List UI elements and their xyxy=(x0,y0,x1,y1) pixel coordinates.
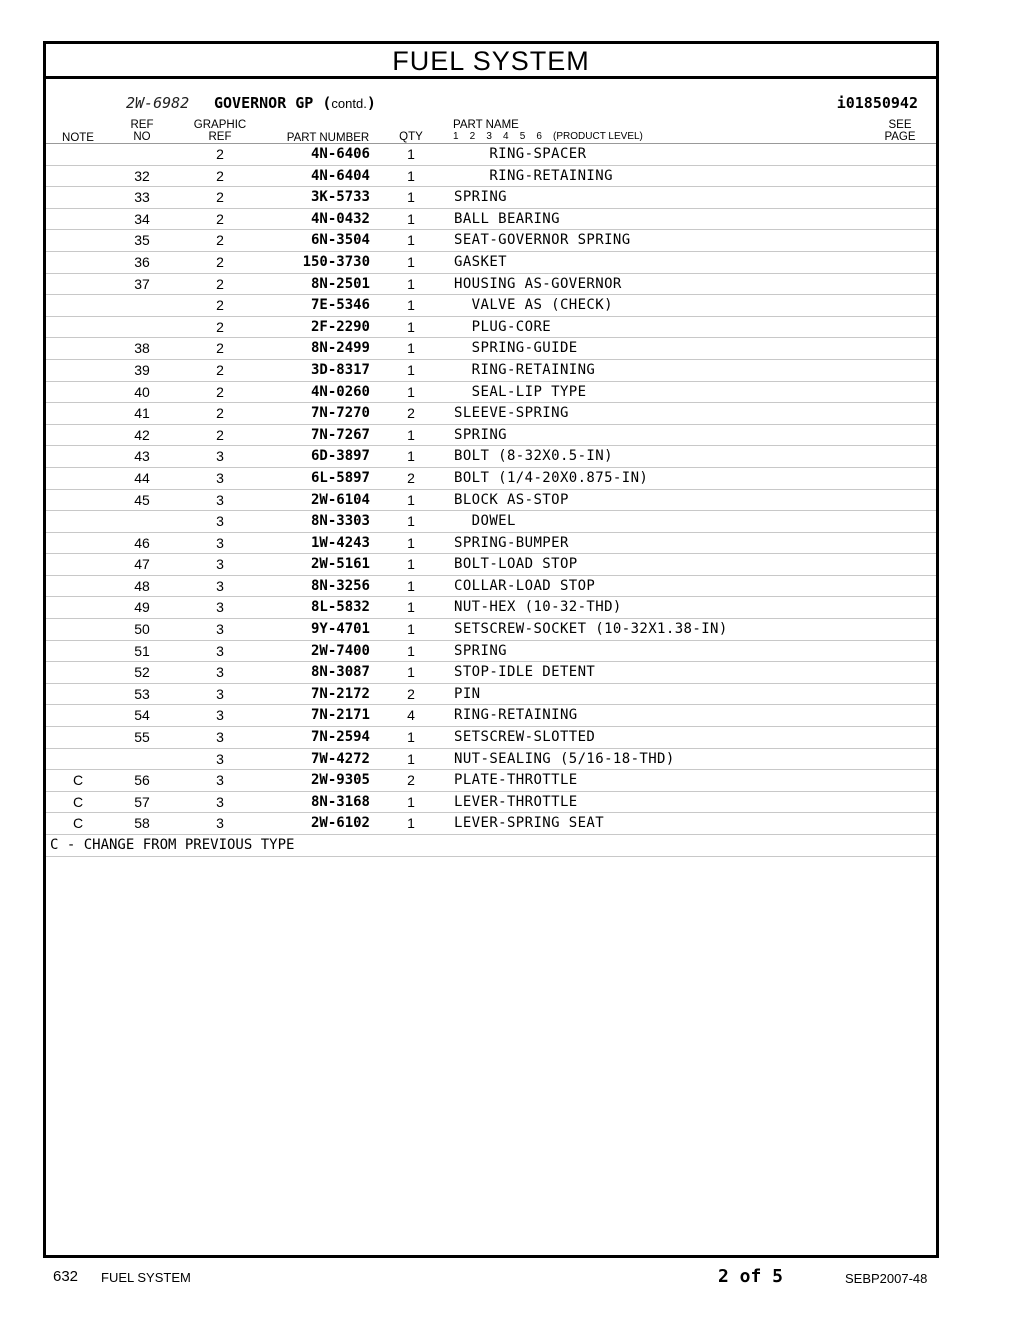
part-name-cell: BOLT-LOAD STOP xyxy=(454,556,578,573)
part-name-cell: COLLAR-LOAD STOP xyxy=(454,577,596,594)
graphic-ref-cell: 3 xyxy=(216,772,224,789)
qty-cell: 1 xyxy=(407,491,415,508)
table-row xyxy=(46,554,936,576)
header-part-name-top: PART NAME xyxy=(453,119,519,131)
part-name-cell: BOLT (1/4-20X0.875-IN) xyxy=(454,469,649,486)
part-number-cell: 2W-7400 xyxy=(310,642,370,659)
part-number-cell: 4N-6406 xyxy=(310,146,370,162)
part-name-cell: VALVE AS (CHECK) xyxy=(454,297,613,314)
group-number: 2W-6982 xyxy=(126,94,190,112)
part-number-cell: 7E-5346 xyxy=(310,297,370,314)
ref-no-cell: 34 xyxy=(134,210,150,227)
header-part-name xyxy=(453,119,643,143)
header-product-level: 1 2 3 4 5 6 (PRODUCT LEVEL) xyxy=(453,131,643,142)
ref-no-cell: 39 xyxy=(134,361,150,378)
table-row xyxy=(46,619,936,641)
qty-cell: 1 xyxy=(407,361,415,378)
part-name-cell: STOP-IDLE DETENT xyxy=(454,664,596,681)
ref-no-cell: 38 xyxy=(134,340,150,357)
table-row xyxy=(46,533,936,555)
qty-cell: 1 xyxy=(407,426,415,443)
graphic-ref-cell: 2 xyxy=(216,426,224,443)
part-number-cell: 7N-2172 xyxy=(310,685,370,702)
table-row xyxy=(46,468,936,490)
table-row xyxy=(46,360,936,382)
part-name-cell: BLOCK AS-STOP xyxy=(454,491,569,508)
ref-no-cell: 40 xyxy=(134,383,150,400)
part-name-cell: SETSCREW-SLOTTED xyxy=(454,729,596,746)
graphic-ref-cell: 2 xyxy=(216,361,224,378)
footer-section: FUEL SYSTEM xyxy=(101,1270,191,1285)
part-name-cell: RING-RETAINING xyxy=(454,361,596,378)
graphic-ref-cell: 3 xyxy=(216,642,224,659)
table-row xyxy=(46,274,936,296)
table-row xyxy=(46,425,936,447)
part-name-cell: SEAT-GOVERNOR SPRING xyxy=(454,232,631,249)
table-row xyxy=(46,770,936,792)
graphic-ref-cell: 2 xyxy=(216,340,224,357)
part-name-cell: PIN xyxy=(454,685,481,702)
qty-cell: 2 xyxy=(407,405,415,422)
part-name-cell: SPRING-BUMPER xyxy=(454,534,569,551)
part-name-cell: SLEEVE-SPRING xyxy=(454,405,569,422)
graphic-ref-cell: 2 xyxy=(216,297,224,314)
table-row xyxy=(46,813,936,835)
table-row xyxy=(46,684,936,706)
part-number-cell: 4N-0260 xyxy=(310,383,370,400)
qty-cell: 1 xyxy=(407,383,415,400)
ref-no-cell: 56 xyxy=(134,772,150,789)
part-number-cell: 2W-9305 xyxy=(310,772,370,789)
part-name-cell: BALL BEARING xyxy=(454,210,560,227)
qty-cell: 2 xyxy=(407,685,415,702)
footnote-row xyxy=(46,835,936,857)
qty-cell: 1 xyxy=(407,642,415,659)
part-name-cell: SEAL-LIP TYPE xyxy=(454,383,587,400)
part-name-cell: GASKET xyxy=(454,253,507,270)
ref-no-cell: 51 xyxy=(134,642,150,659)
part-number-cell: 9Y-4701 xyxy=(310,621,370,638)
header-ref-no xyxy=(124,119,160,143)
table-row xyxy=(46,749,936,771)
graphic-ref-cell: 2 xyxy=(216,189,224,206)
header-see-page xyxy=(878,119,922,143)
footer-sheet: 2 of 5 xyxy=(718,1266,784,1287)
graphic-ref-cell: 3 xyxy=(216,469,224,486)
graphic-ref-cell: 3 xyxy=(216,815,224,832)
graphic-ref-cell: 2 xyxy=(216,167,224,184)
table-row xyxy=(46,252,936,274)
ref-no-cell: 47 xyxy=(134,556,150,573)
ref-no-cell: 46 xyxy=(134,534,150,551)
ref-no-cell: 52 xyxy=(134,664,150,681)
ref-no-cell: 37 xyxy=(134,275,150,292)
ref-no-cell: 32 xyxy=(134,167,150,184)
qty-cell: 1 xyxy=(407,556,415,573)
part-name-cell: NUT-HEX (10-32-THD) xyxy=(454,599,622,616)
part-number-cell: 6D-3897 xyxy=(310,448,370,465)
part-name-cell: RING-SPACER xyxy=(454,146,587,162)
qty-cell: 1 xyxy=(407,513,415,530)
qty-cell: 1 xyxy=(407,318,415,335)
group-name-text: GOVERNOR GP ( xyxy=(214,94,332,112)
header-qty: QTY xyxy=(399,131,423,143)
part-number-cell: 8N-3087 xyxy=(310,664,370,681)
ref-no-cell: 44 xyxy=(134,469,150,486)
part-name-cell: NUT-SEALING (5/16-18-THD) xyxy=(454,750,675,767)
part-number-cell: 7N-7270 xyxy=(310,405,370,422)
graphic-ref-cell: 3 xyxy=(216,534,224,551)
graphic-ref-cell: 3 xyxy=(216,556,224,573)
qty-cell: 1 xyxy=(407,534,415,551)
part-number-cell: 2W-6102 xyxy=(310,815,370,832)
ref-no-cell: 42 xyxy=(134,426,150,443)
table-row xyxy=(46,511,936,533)
ref-no-cell: 48 xyxy=(134,577,150,594)
ref-no-cell: 53 xyxy=(134,685,150,702)
part-name-cell: PLUG-CORE xyxy=(454,318,552,335)
part-number-cell: 1W-4243 xyxy=(310,534,370,551)
part-name-cell: DOWEL xyxy=(454,513,516,530)
header-note: NOTE xyxy=(62,132,94,144)
note-cell: C xyxy=(72,793,84,810)
group-name-close: ) xyxy=(366,94,376,112)
part-number-cell: 7N-7267 xyxy=(310,426,370,443)
group-name xyxy=(214,94,376,112)
table-row xyxy=(46,382,936,404)
qty-cell: 1 xyxy=(407,664,415,681)
header-part-number: PART NUMBER xyxy=(286,132,370,144)
header-ref-no-top: REF xyxy=(130,119,154,131)
table-row xyxy=(46,446,936,468)
part-name-cell: BOLT (8-32X0.5-IN) xyxy=(454,448,613,465)
ref-no-cell: 33 xyxy=(134,189,150,206)
qty-cell: 1 xyxy=(407,232,415,249)
ref-no-cell: 35 xyxy=(134,232,150,249)
part-number-cell: 7N-2171 xyxy=(310,707,370,724)
ref-no-cell: 57 xyxy=(134,793,150,810)
part-name-cell: RING-RETAINING xyxy=(454,167,613,184)
part-number-cell: 3K-5733 xyxy=(310,189,370,206)
graphic-ref-cell: 2 xyxy=(216,318,224,335)
qty-cell: 1 xyxy=(407,750,415,767)
table-row xyxy=(46,662,936,684)
ref-no-cell: 49 xyxy=(134,599,150,616)
ref-no-cell: 41 xyxy=(134,405,150,422)
qty-cell: 1 xyxy=(407,297,415,314)
part-name-cell: SPRING xyxy=(454,642,507,659)
illustration-id: i01850942 xyxy=(836,94,918,112)
part-number-cell: 4N-0432 xyxy=(310,210,370,227)
part-number-cell: 8N-3303 xyxy=(310,513,370,530)
header-graphic-ref xyxy=(190,119,250,143)
header-see-bottom: PAGE xyxy=(884,131,916,143)
graphic-ref-cell: 3 xyxy=(216,729,224,746)
note-cell: C xyxy=(72,772,84,789)
graphic-ref-cell: 2 xyxy=(216,253,224,270)
note-cell: C xyxy=(72,815,84,832)
header-graphic-ref-top: GRAPHIC xyxy=(193,119,247,131)
table-row xyxy=(46,727,936,749)
graphic-ref-cell: 3 xyxy=(216,448,224,465)
graphic-ref-cell: 3 xyxy=(216,707,224,724)
part-number-cell: 3D-8317 xyxy=(310,361,370,378)
qty-cell: 1 xyxy=(407,189,415,206)
ref-no-cell: 36 xyxy=(134,253,150,270)
group-header xyxy=(46,94,936,116)
qty-cell: 1 xyxy=(407,729,415,746)
graphic-ref-cell: 3 xyxy=(216,577,224,594)
header-see-top: SEE xyxy=(888,119,912,131)
qty-cell: 1 xyxy=(407,793,415,810)
qty-cell: 1 xyxy=(407,599,415,616)
ref-no-cell: 54 xyxy=(134,707,150,724)
part-number-cell: 4N-6404 xyxy=(310,167,370,184)
part-number-cell: 6N-3504 xyxy=(310,232,370,249)
table-row xyxy=(46,641,936,663)
part-number-cell: 8N-3168 xyxy=(310,793,370,810)
part-number-cell: 2W-5161 xyxy=(310,556,370,573)
ref-no-cell: 43 xyxy=(134,448,150,465)
part-number-cell: 8N-2501 xyxy=(310,275,370,292)
qty-cell: 1 xyxy=(407,448,415,465)
table-row xyxy=(46,166,936,188)
part-name-cell: LEVER-THROTTLE xyxy=(454,793,578,810)
qty-cell: 2 xyxy=(407,469,415,486)
part-name-cell: SPRING xyxy=(454,426,507,443)
part-number-cell: 2F-2290 xyxy=(310,318,370,335)
qty-cell: 1 xyxy=(407,621,415,638)
table-row xyxy=(46,230,936,252)
qty-cell: 4 xyxy=(407,707,415,724)
graphic-ref-cell: 2 xyxy=(216,405,224,422)
qty-cell: 1 xyxy=(407,167,415,184)
part-name-cell: PLATE-THROTTLE xyxy=(454,772,578,789)
table-row xyxy=(46,403,936,425)
footer-doc-id: SEBP2007-48 xyxy=(845,1271,928,1286)
part-name-cell: RING-RETAINING xyxy=(454,707,578,724)
page-title: FUEL SYSTEM xyxy=(46,44,936,79)
part-number-cell: 2W-6104 xyxy=(310,491,370,508)
table-row xyxy=(46,317,936,339)
qty-cell: 1 xyxy=(407,210,415,227)
page-frame xyxy=(43,41,939,1258)
part-number-cell: 150-3730 xyxy=(302,253,370,270)
graphic-ref-cell: 3 xyxy=(216,664,224,681)
part-number-cell: 7N-2594 xyxy=(310,729,370,746)
part-name-cell: SPRING xyxy=(454,189,507,206)
graphic-ref-cell: 2 xyxy=(216,275,224,292)
graphic-ref-cell: 3 xyxy=(216,491,224,508)
graphic-ref-cell: 2 xyxy=(216,210,224,227)
header-ref-no-bottom: NO xyxy=(133,131,151,143)
part-number-cell: 6L-5897 xyxy=(310,469,370,486)
part-name-cell: LEVER-SPRING SEAT xyxy=(454,815,605,832)
qty-cell: 1 xyxy=(407,253,415,270)
graphic-ref-cell: 3 xyxy=(216,599,224,616)
graphic-ref-cell: 2 xyxy=(216,146,224,162)
table-row xyxy=(46,209,936,231)
part-number-cell: 8L-5832 xyxy=(310,599,370,616)
graphic-ref-cell: 2 xyxy=(216,232,224,249)
qty-cell: 2 xyxy=(407,772,415,789)
graphic-ref-cell: 3 xyxy=(216,621,224,638)
ref-no-cell: 55 xyxy=(134,729,150,746)
part-number-cell: 7W-4272 xyxy=(310,750,370,767)
qty-cell: 1 xyxy=(407,340,415,357)
graphic-ref-cell: 2 xyxy=(216,383,224,400)
part-number-cell: 8N-3256 xyxy=(310,577,370,594)
table-row xyxy=(46,705,936,727)
header-graphic-ref-bottom: REF xyxy=(208,131,232,143)
part-name-cell: SPRING-GUIDE xyxy=(454,340,578,357)
ref-no-cell: 50 xyxy=(134,621,150,638)
table-row xyxy=(46,295,936,317)
table-row xyxy=(46,490,936,512)
graphic-ref-cell: 3 xyxy=(216,685,224,702)
qty-cell: 1 xyxy=(407,815,415,832)
part-number-cell: 8N-2499 xyxy=(310,340,370,357)
footer-page-number: 632 xyxy=(53,1268,79,1285)
table-row xyxy=(46,187,936,209)
qty-cell: 1 xyxy=(407,146,415,162)
graphic-ref-cell: 3 xyxy=(216,513,224,530)
table-row xyxy=(46,576,936,598)
graphic-ref-cell: 3 xyxy=(216,793,224,810)
ref-no-cell: 58 xyxy=(134,815,150,832)
table-row xyxy=(46,338,936,360)
group-contd: contd. xyxy=(331,96,367,111)
part-name-cell: SETSCREW-SOCKET (10-32X1.38-IN) xyxy=(454,621,728,638)
qty-cell: 1 xyxy=(407,577,415,594)
qty-cell: 1 xyxy=(407,275,415,292)
part-name-cell: HOUSING AS-GOVERNOR xyxy=(454,275,622,292)
footnote-text: C - CHANGE FROM PREVIOUS TYPE xyxy=(50,837,295,853)
graphic-ref-cell: 3 xyxy=(216,750,224,767)
parts-table xyxy=(46,144,936,857)
table-row xyxy=(46,144,936,166)
ref-no-cell: 45 xyxy=(134,491,150,508)
table-row xyxy=(46,597,936,619)
table-row xyxy=(46,792,936,814)
